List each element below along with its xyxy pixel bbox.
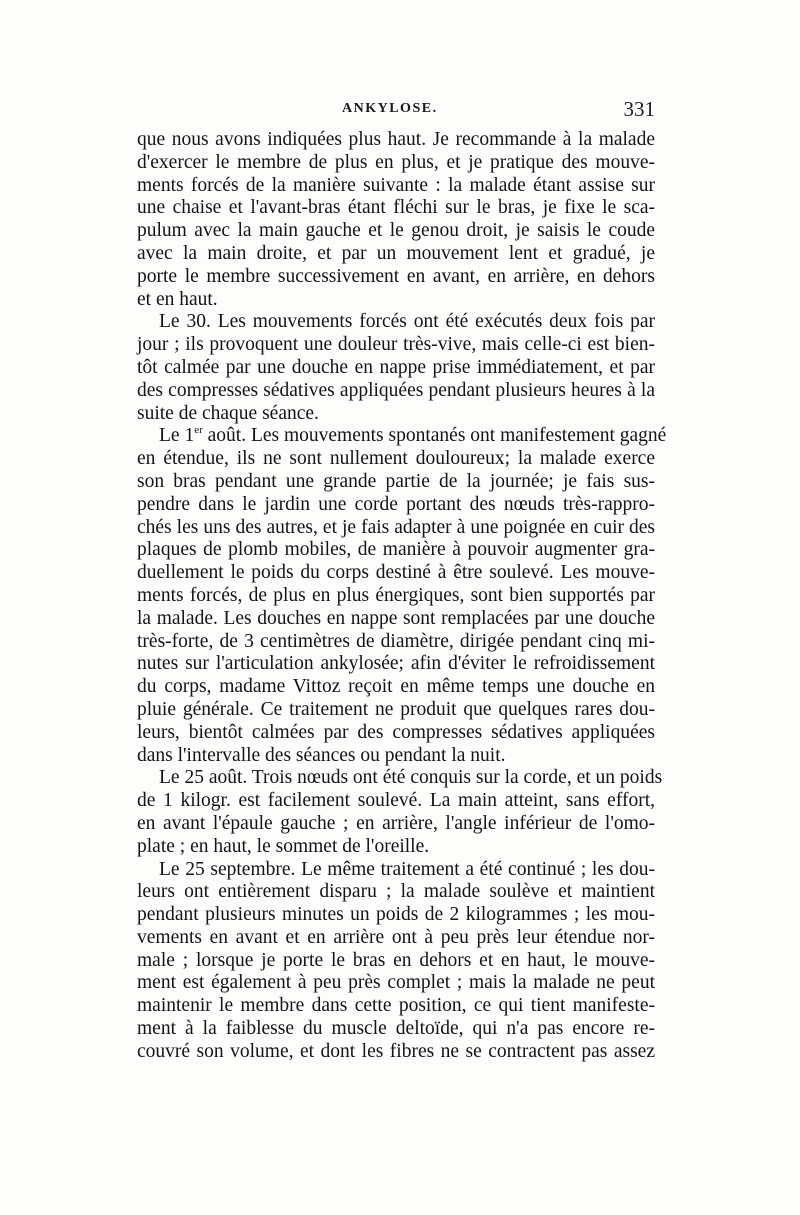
text-line: Le 25 août. Trois nœuds ont été conquis sur la corde, et un poids [159,767,663,789]
text-line: la malade. Les douches en nappe sont remplacées par une douche [137,607,655,629]
text-line: tôt calmée par une douche en nappe prise immédiatement, et par [137,356,655,378]
text-line: leurs, bientôt calmées par des compresses sédatives appliquées [137,721,655,743]
text-line: maintenir le membre dans cette position, ce qui tient manifeste- [137,995,655,1017]
text-line: avec la main droite, et par un mouvement lent et gradué, je [137,242,655,264]
text-line: duellement le poids du corps destiné à être soulevé. Les mouve- [137,562,655,584]
text-line: d'exercer le membre de plus en plus, et je pratique des mouve- [137,151,655,173]
text-line: ment à la faiblesse du muscle deltoïde, qui n'a pas encore re- [137,1018,655,1040]
text-line: vements en avant et en arrière ont à peu près leur étendue nor- [137,926,655,948]
text-line: son bras pendant une grande partie de la journée; je fais sus- [137,470,655,492]
paragraph [137,859,655,1064]
text-line: chés les uns des autres, et je fais adapter à une poignée en cuir des [137,516,655,538]
text-line: suite de chaque séance. [137,402,319,424]
text-line: plate ; en haut, le sommet de l'oreille. [137,835,430,857]
text-line: plaques de plomb mobiles, de manière à pouvoir augmenter gra- [137,539,655,561]
text-line: en étendue, ils ne sont nullement douloureux; la malade exerce [137,448,655,470]
text-line: dans l'intervalle des séances ou pendant la nuit. [137,744,506,766]
date-prefix: Le 1 [159,425,195,447]
paragraph [137,311,655,425]
text-line: et en haut. [137,288,218,310]
body-text [137,129,667,1064]
text-line: nutes sur l'articulation ankylosée; afin d'éviter le refroidissement [137,653,655,675]
text-line: pendant plusieurs minutes un poids de 2 kilogrammes ; les mou- [137,904,655,926]
text-line: en avant l'épaule gauche ; en arrière, l'angle inférieur de l'omo- [137,812,655,834]
text-line: Le 25 septembre. Le même traitement a été continué ; les dou- [159,858,655,880]
text-line [137,424,667,448]
text-line: des compresses sédatives appliquées pendant plusieurs heures à la [137,379,655,401]
paragraph [137,424,667,767]
ordinal-superscript: er [194,424,203,437]
paragraph [137,129,655,311]
text-line: jour ; ils provoquent une douleur très-vive, mais celle-ci est bien- [137,334,655,356]
text-line: pulum avec la main gauche et le genou droit, je saisis le coude [137,220,655,242]
running-title: ANKYLOSE. [342,101,438,116]
text-line: Le 30. Les mouvements forcés ont été exécutés deux fois par [159,311,655,333]
text-line: leurs ont entièrement disparu ; la malade soulève et maintient [137,881,655,903]
text-line: pendre dans le jardin une corde portant des nœuds très-rappro- [137,493,655,515]
text-line: male ; lorsque je porte le bras en dehors et en haut, le mouve- [137,949,655,971]
page-number: 331 [623,97,655,121]
paragraph [137,767,663,858]
page-header [137,97,655,127]
text-line: ments forcés, de plus en plus énergiques, sont bien supportés par [137,584,655,606]
text-line: très-forte, de 3 centimètres de diamètre, dirigée pendant cinq mi- [137,630,655,652]
text-line: pluie générale. Ce traitement ne produit que quelques rares dou- [137,698,655,720]
text-line: ment est également à peu près complet ; mais la malade ne peut [137,972,655,994]
text-line: une chaise et l'avant-bras étant fléchi sur le bras, je fixe le sca- [137,197,655,219]
text-line: ments forcés de la manière suivante : la malade étant assise sur [137,174,655,196]
text-line: du corps, madame Vittoz reçoit en même temps une douche en [137,676,655,698]
text-line: de 1 kilogr. est facilement soulevé. La main atteint, sans effort, [137,790,655,812]
text-line: porte le membre successivement en avant, en arrière, en dehors [137,265,655,287]
text-line: que nous avons indiquées plus haut. Je recommande à la malade [137,129,655,150]
text-line-rest: août. Les mouvements spontanés ont manifestement gagné [202,425,667,447]
text-line: couvré son volume, et dont les fibres ne se contractent pas assez [137,1040,655,1062]
